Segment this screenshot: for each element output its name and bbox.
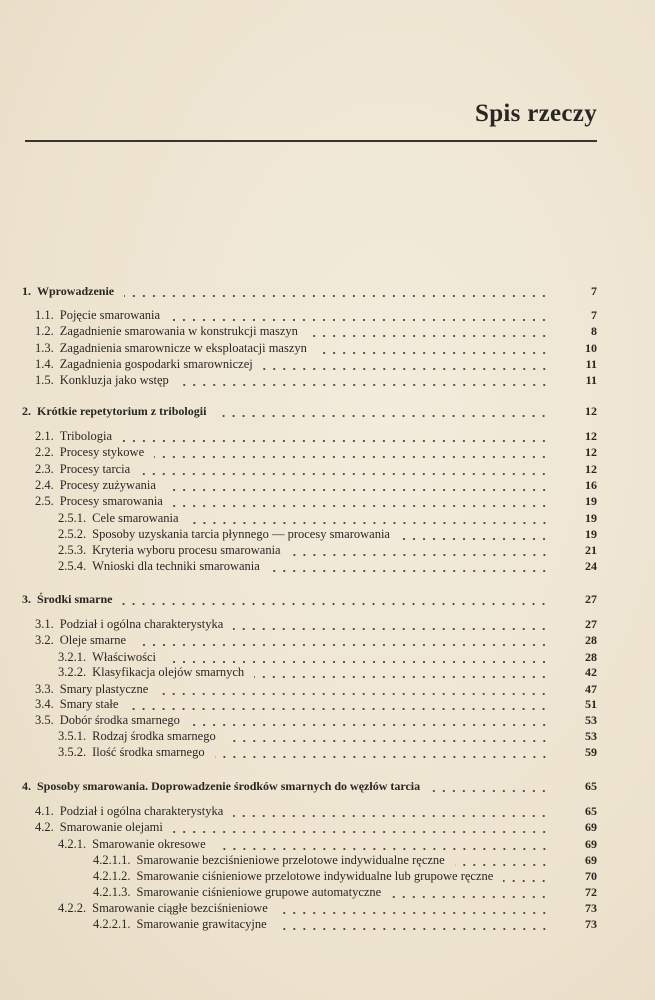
entry-number: 3.	[22, 592, 31, 606]
entry-title: Krótkie repetytorium z tribologii	[37, 404, 207, 418]
entry-page-number: 73	[585, 917, 597, 931]
entry-title: Oleje smarne	[59, 633, 127, 647]
entry-title: Konkluzja jako wstęp	[59, 373, 169, 387]
leader-dots	[400, 526, 549, 542]
entry-title: Podział i ogólna charakterystyka	[59, 617, 224, 631]
entry-title: Ilość środka smarnego	[92, 745, 205, 759]
leader-dots	[233, 803, 549, 819]
toc-entry	[0, 493, 597, 509]
entry-number: 3.2.2.	[58, 665, 87, 679]
entry-page-number: 12	[585, 462, 597, 476]
entry-number: 2.2.	[35, 445, 54, 459]
entry-number: 1.2.	[35, 324, 54, 338]
toc-entry	[0, 356, 597, 372]
entry-number: 4.	[22, 779, 31, 793]
entry-title: Smarowanie ciśnieniowe grupowe automatyczne	[136, 885, 382, 899]
toc-entry	[0, 340, 597, 356]
leader-dots	[122, 428, 549, 444]
entry-number: 2.5.4.	[58, 559, 87, 573]
entry-title: Smarowanie olejami	[59, 820, 163, 834]
entry-number: 4.2.1.2.	[93, 869, 131, 883]
toc-entry	[0, 307, 597, 323]
toc-entry	[0, 852, 597, 868]
entry-title: Procesy smarowania	[59, 494, 163, 508]
entry-title: Procesy stykowe	[59, 445, 145, 459]
entry-title: Smary plastyczne	[59, 682, 149, 696]
toc-entry	[0, 681, 597, 697]
toc-entry	[0, 664, 597, 680]
toc-entry	[0, 461, 597, 477]
leader-dots	[503, 868, 549, 884]
toc-entry	[0, 428, 597, 444]
entry-number: 2.1.	[35, 429, 54, 443]
leader-dots	[173, 493, 549, 509]
entry-title: Smarowanie bezciśnieniowe przelotowe indywidualne ręczne	[136, 853, 445, 867]
entry-title: Pojęcie smarowania	[59, 308, 161, 322]
entry-title: Smarowanie grawitacyjne	[136, 917, 267, 931]
toc-entry	[0, 712, 597, 728]
entry-number: 2.5.	[35, 494, 54, 508]
entry-number: 1.1.	[35, 308, 54, 322]
entry-page-number: 11	[585, 373, 597, 387]
entry-page-number: 51	[585, 697, 597, 711]
entry-title: Zagadnienia smarownicze w eksploatacji maszyn	[59, 341, 307, 355]
leader-dots	[189, 510, 549, 526]
entry-page-number: 28	[585, 633, 597, 647]
entry-title: Zagadnienie smarowania w konstrukcji maszyn	[59, 324, 298, 338]
toc-entry	[0, 778, 597, 794]
leader-dots	[291, 542, 549, 558]
entry-number: 1.3.	[35, 341, 54, 355]
entry-page-number: 12	[585, 445, 597, 459]
leader-dots	[154, 444, 549, 460]
entry-title: Cele smarowania	[92, 511, 179, 525]
entry-number: 3.1.	[35, 617, 54, 631]
leader-dots	[391, 884, 549, 900]
entry-number: 1.4.	[35, 357, 54, 371]
entry-page-number: 53	[585, 729, 597, 743]
entry-title: Rodzaj środka smarnego	[92, 729, 216, 743]
entry-title: Wnioski dla techniki smarowania	[92, 559, 260, 573]
leader-dots	[173, 819, 549, 835]
leader-dots	[128, 696, 549, 712]
leader-dots	[278, 900, 549, 916]
toc-entry	[0, 283, 597, 299]
entry-number: 4.2.	[35, 820, 54, 834]
entry-page-number: 47	[585, 682, 597, 696]
entry-page-number: 72	[585, 885, 597, 899]
leader-dots	[124, 283, 549, 299]
toc-entry	[0, 916, 597, 932]
leader-dots	[455, 852, 549, 868]
entry-page-number: 27	[585, 592, 597, 606]
toc-entry	[0, 510, 597, 526]
entry-page-number: 69	[585, 820, 597, 834]
entry-page-number: 69	[585, 837, 597, 851]
toc-entry	[0, 542, 597, 558]
leader-dots	[179, 372, 549, 388]
entry-title: Kryteria wyboru procesu smarowania	[92, 543, 281, 557]
toc-entry	[0, 372, 597, 388]
toc-entry	[0, 616, 597, 632]
toc-entry	[0, 803, 597, 819]
toc-entry	[0, 558, 597, 574]
entry-number: 4.2.1.3.	[93, 885, 131, 899]
entry-number: 3.2.	[35, 633, 54, 647]
entry-page-number: 16	[585, 478, 597, 492]
leader-dots	[158, 681, 549, 697]
entry-number: 4.2.2.	[58, 901, 87, 915]
entry-page-number: 19	[585, 494, 597, 508]
toc-entry	[0, 696, 597, 712]
entry-title: Zagadnienia gospodarki smarowniczej	[59, 357, 253, 371]
entry-number: 2.4.	[35, 478, 54, 492]
entry-page-number: 73	[585, 901, 597, 915]
entry-title: Klasyfikacja olejów smarnych	[92, 665, 245, 679]
entry-number: 3.4.	[35, 697, 54, 711]
toc-entry	[0, 868, 597, 884]
entry-number: 3.2.1.	[58, 650, 87, 664]
entry-number: 1.5.	[35, 373, 54, 387]
entry-page-number: 19	[585, 527, 597, 541]
toc-entry	[0, 728, 597, 744]
leader-dots	[215, 744, 549, 760]
leader-dots	[166, 649, 549, 665]
entry-title: Smary stałe	[59, 697, 119, 711]
entry-page-number: 24	[585, 559, 597, 573]
entry-page-number: 65	[585, 804, 597, 818]
entry-page-number: 70	[585, 869, 597, 883]
entry-title: Procesy tarcia	[59, 462, 131, 476]
entry-page-number: 11	[585, 357, 597, 371]
toc-entry	[0, 403, 597, 419]
entry-page-number: 69	[585, 853, 597, 867]
entry-title: Sposoby smarowania. Doprowadzenie środków smarnych do węzłów tarcia	[37, 779, 421, 793]
leader-dots	[226, 728, 549, 744]
leader-dots	[136, 632, 549, 648]
entry-number: 3.3.	[35, 682, 54, 696]
leader-dots	[270, 558, 549, 574]
entry-page-number: 8	[591, 324, 597, 338]
toc-entry	[0, 526, 597, 542]
toc-entry	[0, 884, 597, 900]
toc-entry	[0, 323, 597, 339]
leader-dots	[263, 356, 549, 372]
entry-title: Smarowanie ciągłe bezciśnieniowe	[92, 901, 268, 915]
entry-page-number: 12	[585, 429, 597, 443]
entry-page-number: 21	[585, 543, 597, 557]
entry-title: Procesy zużywania	[59, 478, 156, 492]
leader-dots	[430, 778, 549, 794]
toc-entry	[0, 744, 597, 760]
leader-dots	[233, 616, 549, 632]
leader-dots	[216, 403, 549, 419]
toc-entry	[0, 444, 597, 460]
entry-page-number: 53	[585, 713, 597, 727]
leader-dots	[190, 712, 549, 728]
entry-title: Smarowanie ciśnieniowe przelotowe indywidualne lub grupowe ręczne	[136, 869, 494, 883]
toc-entry	[0, 477, 597, 493]
entry-number: 3.5.1.	[58, 729, 87, 743]
leader-dots	[122, 591, 549, 607]
entry-title: Podział i ogólna charakterystyka	[59, 804, 224, 818]
entry-title: Smarowanie okresowe	[92, 837, 206, 851]
entry-page-number: 19	[585, 511, 597, 525]
leader-dots	[277, 916, 549, 932]
entry-number: 4.2.1.1.	[93, 853, 131, 867]
entry-page-number: 59	[585, 745, 597, 759]
entry-number: 3.5.2.	[58, 745, 87, 759]
entry-number: 2.5.2.	[58, 527, 87, 541]
leader-dots	[254, 664, 549, 680]
entry-page-number: 27	[585, 617, 597, 631]
leader-dots	[140, 461, 549, 477]
entry-page-number: 7	[591, 284, 597, 298]
entry-page-number: 28	[585, 650, 597, 664]
page-title: Spis rzeczy	[474, 100, 597, 127]
toc-entry	[0, 900, 597, 916]
entry-number: 1.	[22, 284, 31, 298]
toc-entry	[0, 649, 597, 665]
entry-title: Wprowadzenie	[37, 284, 115, 298]
entry-page-number: 7	[591, 308, 597, 322]
entry-title: Właściwości	[92, 650, 156, 664]
entry-title: Tribologia	[59, 429, 113, 443]
entry-number: 2.5.3.	[58, 543, 87, 557]
entry-number: 4.2.2.1.	[93, 917, 131, 931]
entry-page-number: 10	[585, 341, 597, 355]
leader-dots	[166, 477, 549, 493]
entry-title: Środki smarne	[37, 592, 113, 606]
entry-page-number: 42	[585, 665, 597, 679]
toc-entry	[0, 591, 597, 607]
entry-number: 3.5.	[35, 713, 54, 727]
entry-title: Sposoby uzyskania tarcia płynnego — procesy smarowania	[92, 527, 390, 541]
entry-title: Dobór środka smarnego	[59, 713, 180, 727]
entry-number: 2.3.	[35, 462, 54, 476]
toc-entry	[0, 632, 597, 648]
entry-number: 4.2.1.	[58, 837, 87, 851]
entry-page-number: 65	[585, 779, 597, 793]
entry-number: 2.	[22, 404, 31, 418]
leader-dots	[170, 307, 549, 323]
toc-entry	[0, 836, 597, 852]
leader-dots	[216, 836, 549, 852]
title-rule	[25, 140, 597, 142]
leader-dots	[317, 340, 549, 356]
toc-entry	[0, 819, 597, 835]
entry-number: 4.1.	[35, 804, 54, 818]
leader-dots	[308, 323, 549, 339]
entry-page-number: 12	[585, 404, 597, 418]
entry-number: 2.5.1.	[58, 511, 87, 525]
